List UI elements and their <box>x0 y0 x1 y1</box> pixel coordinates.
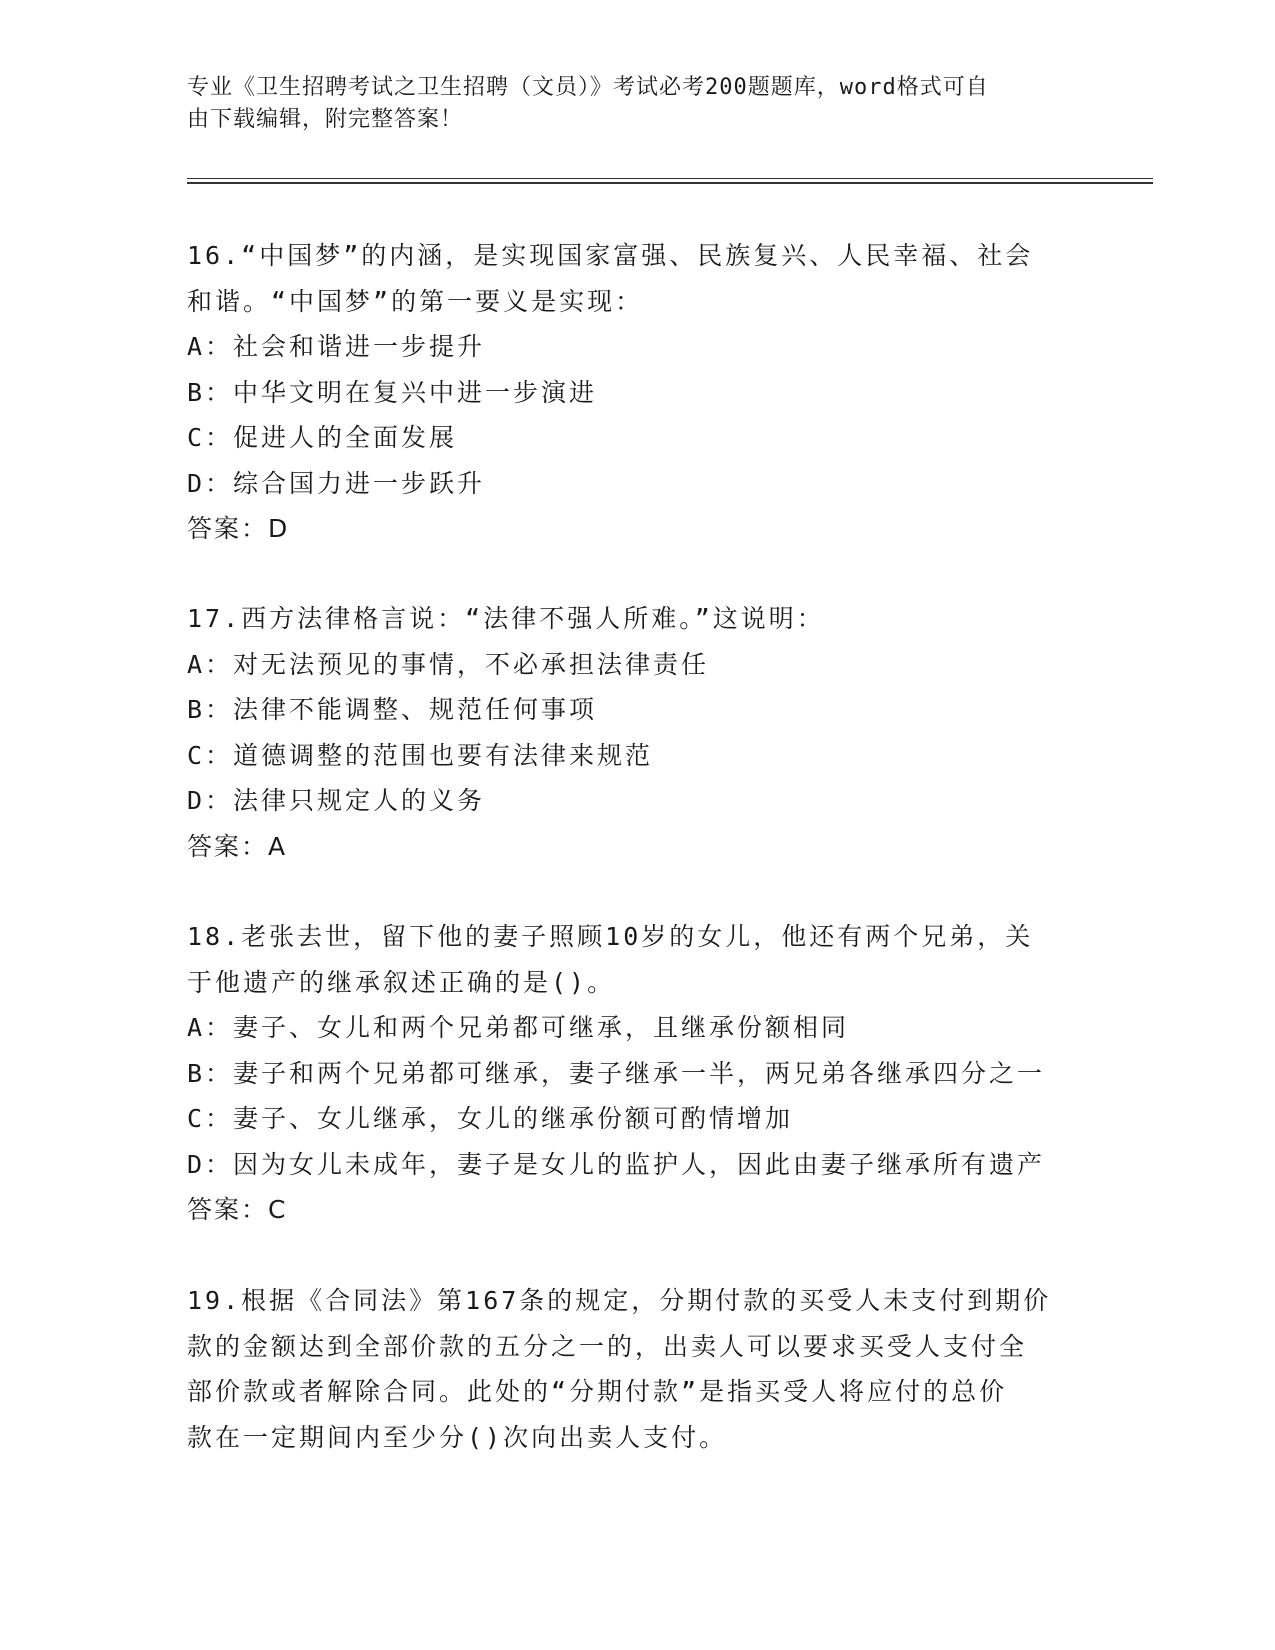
question-stem-line: 17.西方法律格言说：“法律不强人所难。”这说明： <box>187 604 825 633</box>
question-stem-line: 款在一定期间内至少分()次向出卖人支付。 <box>187 1422 728 1452</box>
option-c: C：道德调整的范围也要有法律来规范 <box>187 740 654 770</box>
option-a: A：妻子、女儿和两个兄弟都可继承，且继承份额相同 <box>187 1013 850 1042</box>
header-divider <box>187 178 1153 184</box>
option-b: B：法律不能调整、规范任何事项 <box>187 695 598 724</box>
option-c: C：妻子、女儿继承，女儿的继承份额可酌情增加 <box>187 1104 794 1133</box>
answer: 答案：C <box>187 1195 288 1224</box>
answer: 答案：D <box>187 514 290 543</box>
option-d: D：因为女儿未成年，妻子是女儿的监护人，因此由妻子继承所有遗产 <box>187 1149 1046 1179</box>
option-d: D：综合国力进一步跃升 <box>187 468 486 498</box>
answer: 答案：A <box>187 831 288 861</box>
header-line-1: 专业《卫生招聘考试之卫生招聘（文员）》考试必考200题题库，word格式可自 <box>187 75 989 100</box>
option-b: B：中华文明在复兴中进一步演进 <box>187 377 598 407</box>
question-stem-line: 和谐。“中国梦”的第一要义是实现： <box>187 286 644 316</box>
question-stem-line: 18.老张去世，留下他的妻子照顾10岁的女儿，他还有两个兄弟，关 <box>187 922 1034 951</box>
option-d: D：法律只规定人的义务 <box>187 786 486 815</box>
header-line-2: 由下载编辑，附完整答案！ <box>187 107 464 132</box>
question-stem-line: 于他遗产的继承叙述正确的是()。 <box>187 967 616 997</box>
option-b: B：妻子和两个兄弟都可继承，妻子继承一半，两兄弟各继承四分之一 <box>187 1058 1046 1088</box>
option-c: C：促进人的全面发展 <box>187 423 458 452</box>
document-header <box>187 72 1067 136</box>
question-16 <box>187 233 1077 552</box>
question-19 <box>187 1278 1077 1460</box>
option-a: A：对无法预见的事情，不必承担法律责任 <box>187 649 710 679</box>
question-stem-line: 款的金额达到全部价款的五分之一的，出卖人可以要求买受人支付全 <box>187 1331 1028 1361</box>
option-a: A：社会和谐进一步提升 <box>187 332 486 361</box>
question-17 <box>187 596 1077 869</box>
question-stem-line: 部价款或者解除合同。此处的“分期付款”是指买受人将应付的总价 <box>187 1377 1008 1406</box>
question-stem-line: 19.根据《合同法》第167条的规定，分期付款的买受人未支付到期价 <box>187 1286 1052 1315</box>
question-18 <box>187 914 1077 1233</box>
question-stem-line: 16.“中国梦”的内涵，是实现国家富强、民族复兴、人民幸福、社会 <box>187 241 1034 270</box>
